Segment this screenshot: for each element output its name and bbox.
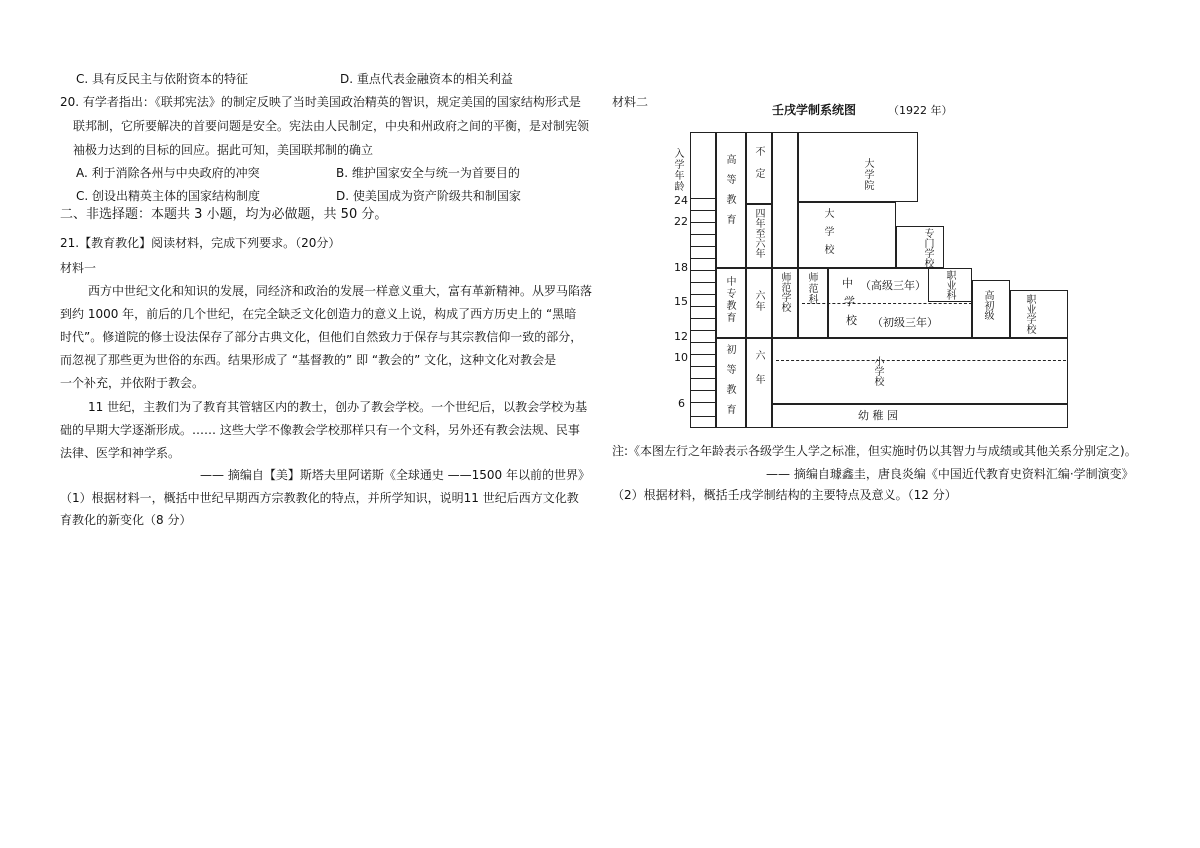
question-20-option-d: D. 使美国成为资产阶级共和制国家 [336,189,521,203]
question-20-line-3: 袖极力达到的目标的回应。据此可知，美国联邦制的确立 [73,143,374,157]
age-tick-24: 24 [674,194,688,207]
question-20-option-a: A. 利于消除各州与中央政府的冲突 [76,166,260,180]
age-axis-label: 入学年龄 [672,148,683,192]
age-tick-22: 22 [674,215,688,228]
diagram-note: 注:《本图左行之年龄表示各级学生人学之标准，但实施时仍以其智力与成绩或其他关系分别定之)。 [612,444,1137,458]
material-1-p1-line-2: 到约 1000 年，前后的几个世纪，在完全缺乏文化创造力的意义上说，构成了西方历史上的 “黑暗 [60,307,577,321]
material-2-citation: —— 摘编自璩鑫圭，唐良炎编《中国近代教育史资料汇编·学制演变》 [766,467,1134,481]
material-1-citation: —— 摘编自【美】斯塔夫里阿诺斯《全球通史 ——1500 年以前的世界》 [200,468,590,482]
primary-school-cell [772,338,1068,404]
junior-middle-label: （初级三年） [872,316,938,329]
primary-education-label: 初等教育 [724,344,735,424]
material-1-p1-line-1: 西方中世纪文化和知识的发展，同经济和政治的发展一样意义重大，富有革新精神。从罗马陷落 [88,284,593,298]
school-system-diagram [666,98,1086,430]
higher-education-label: 高等教育 [724,154,735,234]
kindergarten-cell [772,404,1068,428]
question-21-heading: 21.【教育教化】阅读材料，完成下列要求。（20分） [60,236,341,250]
specialized-school: 专门学校 [922,228,933,268]
university-cell [798,202,896,268]
question-20-option-c: C. 创设出精英主体的国家结构制度 [76,189,261,203]
vocational-school-cell [1010,290,1068,338]
years-4-to-6: 四年至六年 [753,208,764,258]
specialized-school-cell [896,226,944,268]
subquestion-1-line-2: 育教化的新变化（8 分） [60,513,192,527]
vocational-school: 职业学校 [1024,294,1035,334]
normal-school: 师范学校 [779,272,790,312]
middle-school-char-1: 中 [842,277,853,290]
age-tick-18: 18 [674,261,688,274]
kindergarten: 幼 稚 园 [858,409,898,422]
secondary-education-label: 中专教育 [724,276,735,324]
age-tick-15: 15 [674,295,688,308]
university-college-cell [798,132,918,202]
question-20-line-1: 20. 有学者指出：《联邦宪法》的制定反映了当时美国政治精英的智识，规定美国的国家结构形式是 [60,95,581,109]
subquestion-1-line-1: （1）根据材料一，概括中世纪早期西方宗教教化的特点，并所学知识，说明11 世纪后西方文化教 [60,491,579,505]
option-c-previous: C. 具有反民主与依附资本的特征 [76,72,249,86]
primary-school: 小学校 [872,356,883,386]
option-d-previous: D. 重点代表金融资本的相关利益 [340,72,513,86]
middle-school-char-3: 校 [846,314,857,327]
age-tick-10: 10 [674,351,688,364]
age-ladder [690,132,716,428]
material-1-p1-line-3: 时代”。修道院的修士设法保存了部分古典文化，但他们自然致力于保存与其宗教信仰一致的部分， [60,330,583,344]
material-2-label: 材料二 [612,95,649,109]
section-2-heading: 二、非选择题：本题共 3 小题，均为必做题，共 50 分。 [60,207,388,222]
years-indefinite: 不定 [753,146,764,190]
diagram-year: （1922 年） [888,104,953,117]
material-1-p2-line-3: 法律、医学和神学系。 [60,446,181,460]
university: 大学校 [822,208,833,262]
question-20-option-b: B. 维护国家安全与统一为首要目的 [336,166,520,180]
vocational-course: 职业科 [944,270,955,300]
university-college: 大学院 [862,158,873,191]
material-1-p1-line-4: 而忽视了那些更为世俗的东西。结果形成了 “基督教的” 即 “教会的” 文化，这种文化对教会是 [60,353,557,367]
senior-primary: 高初级 [982,290,993,320]
material-1-label: 材料一 [60,261,97,275]
years-6-primary: 六年 [753,350,764,398]
blank-column-cell [772,132,798,268]
age-tick-6: 6 [678,397,685,410]
subquestion-2: （2）根据材料，概括壬戌学制结构的主要特点及意义。（12 分） [612,488,957,502]
age-tick-12: 12 [674,330,688,343]
middle-school-char-2: 学 [844,295,855,308]
normal-course: 师范科 [806,272,817,305]
material-1-p2-line-1: 11 世纪，主教们为了教育其管辖区内的教士，创办了教会学校。一个世纪后，以教会学校为基 [88,400,588,414]
question-20-line-2: 联邦制，它所要解决的首要问题是安全。宪法由人民制定，中央和州政府之间的平衡，是对制宪领 [73,119,590,133]
senior-middle-label: （高级三年） [860,279,926,292]
years-6-secondary: 六年 [753,290,764,312]
material-1-p2-line-2: 础的早期大学逐渐形成。…… 这些大学不像教会学校那样只有一个文科，另外还有教会法规、民事 [60,423,580,437]
diagram-title: 壬戌学制系统图 [772,103,857,117]
material-1-p1-line-5: 一个补充，并依附于教会。 [60,376,205,390]
